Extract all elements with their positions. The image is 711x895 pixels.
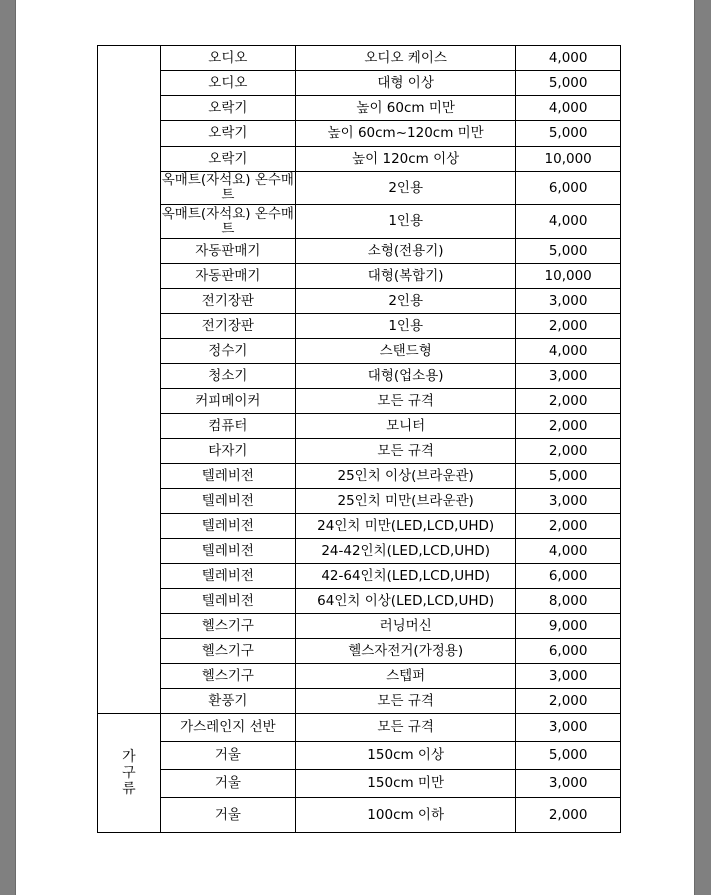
table-row bbox=[98, 564, 621, 589]
fee-cell: 6,000 bbox=[516, 564, 621, 589]
item-cell: 오디오 bbox=[160, 71, 295, 96]
fee-cell: 6,000 bbox=[516, 172, 621, 205]
table-row bbox=[98, 689, 621, 714]
category-cell bbox=[98, 46, 161, 714]
spec-cell: 모든 규격 bbox=[296, 714, 516, 742]
item-cell: 거울 bbox=[160, 770, 295, 798]
spec-cell: 높이 60cm 미만 bbox=[296, 96, 516, 121]
item-cell: 오락기 bbox=[160, 147, 295, 172]
item-cell: 거울 bbox=[160, 798, 295, 833]
fee-cell: 5,000 bbox=[516, 464, 621, 489]
table-row bbox=[98, 172, 621, 205]
table-row bbox=[98, 205, 621, 239]
fee-cell: 2,000 bbox=[516, 798, 621, 833]
item-cell: 오락기 bbox=[160, 96, 295, 121]
table-row bbox=[98, 770, 621, 798]
item-cell: 텔레비전 bbox=[160, 464, 295, 489]
table-row bbox=[98, 46, 621, 71]
item-cell: 텔레비전 bbox=[160, 514, 295, 539]
fee-cell: 4,000 bbox=[516, 539, 621, 564]
spec-cell: 64인치 이상(LED,LCD,UHD) bbox=[296, 589, 516, 614]
item-cell: 텔레비전 bbox=[160, 489, 295, 514]
table-row bbox=[98, 714, 621, 742]
item-cell: 가스레인지 선반 bbox=[160, 714, 295, 742]
table-row bbox=[98, 71, 621, 96]
table-row bbox=[98, 339, 621, 364]
fee-cell: 3,000 bbox=[516, 364, 621, 389]
spec-cell: 소형(전용기) bbox=[296, 239, 516, 264]
spec-cell: 24인치 미만(LED,LCD,UHD) bbox=[296, 514, 516, 539]
spec-cell: 24-42인치(LED,LCD,UHD) bbox=[296, 539, 516, 564]
item-cell: 전기장판 bbox=[160, 289, 295, 314]
spec-cell: 1인용 bbox=[296, 205, 516, 239]
item-cell: 헬스기구 bbox=[160, 639, 295, 664]
item-cell: 텔레비전 bbox=[160, 539, 295, 564]
item-cell: 옥매트(자석요) 온수매트 bbox=[161, 172, 294, 203]
spec-cell: 42-64인치(LED,LCD,UHD) bbox=[296, 564, 516, 589]
item-cell: 커피메이커 bbox=[160, 389, 295, 414]
spec-cell: 오디오 케이스 bbox=[296, 46, 516, 71]
spec-cell: 스텝퍼 bbox=[296, 664, 516, 689]
spec-cell: 스탠드형 bbox=[296, 339, 516, 364]
item-cell: 환풍기 bbox=[160, 689, 295, 714]
spec-cell: 2인용 bbox=[296, 172, 516, 205]
table-row bbox=[98, 742, 621, 770]
fee-cell: 3,000 bbox=[516, 289, 621, 314]
item-cell: 자동판매기 bbox=[160, 264, 295, 289]
table-row bbox=[98, 264, 621, 289]
spec-cell: 모니터 bbox=[296, 414, 516, 439]
fee-cell: 5,000 bbox=[516, 71, 621, 96]
fee-cell: 3,000 bbox=[516, 714, 621, 742]
table-row bbox=[98, 664, 621, 689]
table-row bbox=[98, 639, 621, 664]
item-cell: 헬스기구 bbox=[160, 614, 295, 639]
table-row bbox=[98, 121, 621, 147]
table-row bbox=[98, 239, 621, 264]
fee-table-body bbox=[98, 46, 621, 833]
fee-cell: 5,000 bbox=[516, 121, 621, 147]
fee-cell: 2,000 bbox=[516, 314, 621, 339]
fee-cell: 2,000 bbox=[516, 389, 621, 414]
fee-cell: 5,000 bbox=[516, 742, 621, 770]
spec-cell: 1인용 bbox=[296, 314, 516, 339]
fee-table bbox=[97, 45, 621, 833]
fee-cell: 4,000 bbox=[516, 96, 621, 121]
item-cell: 텔레비전 bbox=[160, 589, 295, 614]
fee-cell: 10,000 bbox=[516, 264, 621, 289]
fee-cell: 2,000 bbox=[516, 439, 621, 464]
spec-cell: 150cm 미만 bbox=[296, 770, 516, 798]
item-cell: 타자기 bbox=[160, 439, 295, 464]
table-row bbox=[98, 489, 621, 514]
table-row bbox=[98, 389, 621, 414]
table-row bbox=[98, 96, 621, 121]
spec-cell: 헬스자전거(가정용) bbox=[296, 639, 516, 664]
spec-cell: 러닝머신 bbox=[296, 614, 516, 639]
fee-cell: 4,000 bbox=[516, 339, 621, 364]
item-cell: 오락기 bbox=[160, 121, 295, 147]
fee-cell: 9,000 bbox=[516, 614, 621, 639]
spec-cell: 150cm 이상 bbox=[296, 742, 516, 770]
category-label: 가구류 bbox=[122, 749, 136, 797]
fee-cell: 3,000 bbox=[516, 770, 621, 798]
fee-cell: 10,000 bbox=[516, 147, 621, 172]
spec-cell: 2인용 bbox=[296, 289, 516, 314]
spec-cell: 25인치 이상(브라운관) bbox=[296, 464, 516, 489]
category-cell bbox=[98, 714, 161, 833]
item-cell: 거울 bbox=[160, 742, 295, 770]
fee-cell: 4,000 bbox=[516, 205, 621, 239]
table-row bbox=[98, 364, 621, 389]
item-cell: 옥매트(자석요) 온수매트 bbox=[161, 205, 294, 237]
fee-cell: 5,000 bbox=[516, 239, 621, 264]
table-row bbox=[98, 514, 621, 539]
table-row bbox=[98, 414, 621, 439]
spec-cell: 대형(업소용) bbox=[296, 364, 516, 389]
table-row bbox=[98, 614, 621, 639]
item-cell: 오디오 bbox=[160, 46, 295, 71]
table-row bbox=[98, 464, 621, 489]
item-cell: 텔레비전 bbox=[160, 564, 295, 589]
fee-cell: 6,000 bbox=[516, 639, 621, 664]
spec-cell: 대형(복합기) bbox=[296, 264, 516, 289]
fee-cell: 8,000 bbox=[516, 589, 621, 614]
document-page bbox=[15, 0, 695, 895]
fee-cell: 3,000 bbox=[516, 664, 621, 689]
item-cell: 정수기 bbox=[160, 339, 295, 364]
spec-cell: 100cm 이하 bbox=[296, 798, 516, 833]
table-row bbox=[98, 289, 621, 314]
item-cell: 자동판매기 bbox=[160, 239, 295, 264]
spec-cell: 높이 120cm 이상 bbox=[296, 147, 516, 172]
table-row bbox=[98, 314, 621, 339]
item-cell: 컴퓨터 bbox=[160, 414, 295, 439]
spec-cell: 높이 60cm~120cm 미만 bbox=[296, 121, 516, 147]
table-row bbox=[98, 798, 621, 833]
spec-cell: 대형 이상 bbox=[296, 71, 516, 96]
table-row bbox=[98, 147, 621, 172]
table-row bbox=[98, 539, 621, 564]
item-cell: 전기장판 bbox=[160, 314, 295, 339]
fee-cell: 2,000 bbox=[516, 514, 621, 539]
item-cell: 헬스기구 bbox=[160, 664, 295, 689]
spec-cell: 25인치 미만(브라운관) bbox=[296, 489, 516, 514]
spec-cell: 모든 규격 bbox=[296, 689, 516, 714]
spec-cell: 모든 규격 bbox=[296, 439, 516, 464]
fee-cell: 2,000 bbox=[516, 689, 621, 714]
fee-cell: 4,000 bbox=[516, 46, 621, 71]
spec-cell: 모든 규격 bbox=[296, 389, 516, 414]
item-cell: 청소기 bbox=[160, 364, 295, 389]
table-row bbox=[98, 439, 621, 464]
table-row bbox=[98, 589, 621, 614]
fee-cell: 2,000 bbox=[516, 414, 621, 439]
fee-cell: 3,000 bbox=[516, 489, 621, 514]
